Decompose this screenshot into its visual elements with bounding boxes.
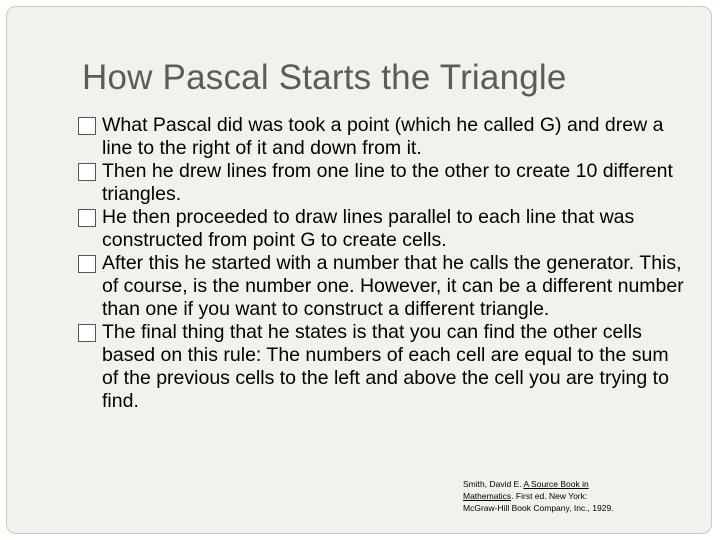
bullet-item	[78, 206, 688, 252]
bullet-item	[78, 160, 688, 206]
citation-publication: . First ed. New York: McGraw-Hill Book Company, Inc., 1929.	[463, 491, 614, 513]
bullet-text: He then proceeded to draw lines parallel to each line that was constructed from point G to create cells.	[102, 206, 635, 251]
bullet-list	[78, 114, 688, 413]
bullet-text: What Pascal did was took a point (which he called G) and drew a line to the right of it and down from it.	[102, 114, 664, 159]
bullet-text: Then he drew lines from one line to the other to create 10 different triangles.	[102, 160, 673, 205]
square-bullet-icon	[78, 324, 96, 342]
square-bullet-icon	[78, 255, 96, 273]
citation-author: Smith, David E.	[463, 479, 522, 489]
square-bullet-icon	[78, 117, 96, 135]
slide-title: How Pascal Starts the Triangle	[82, 58, 567, 97]
citation-book-title: A Source Book in Mathematics	[463, 479, 589, 501]
bullet-item	[78, 252, 688, 321]
citation	[463, 478, 623, 514]
square-bullet-icon	[78, 209, 96, 227]
bullet-item	[78, 114, 688, 160]
bullet-text: After this he started with a number that he calls the generator. This, of course, is the number one. However, it can be a different number than one if you want to construct a different triangle.	[102, 252, 684, 320]
bullet-text: The final thing that he states is that you can find the other cells based on this rule: The numbers of each cell are equal to the sum of the previous cells to the left and above the cell you are trying to find.	[102, 321, 669, 412]
square-bullet-icon	[78, 163, 96, 181]
bullet-item	[78, 321, 688, 413]
